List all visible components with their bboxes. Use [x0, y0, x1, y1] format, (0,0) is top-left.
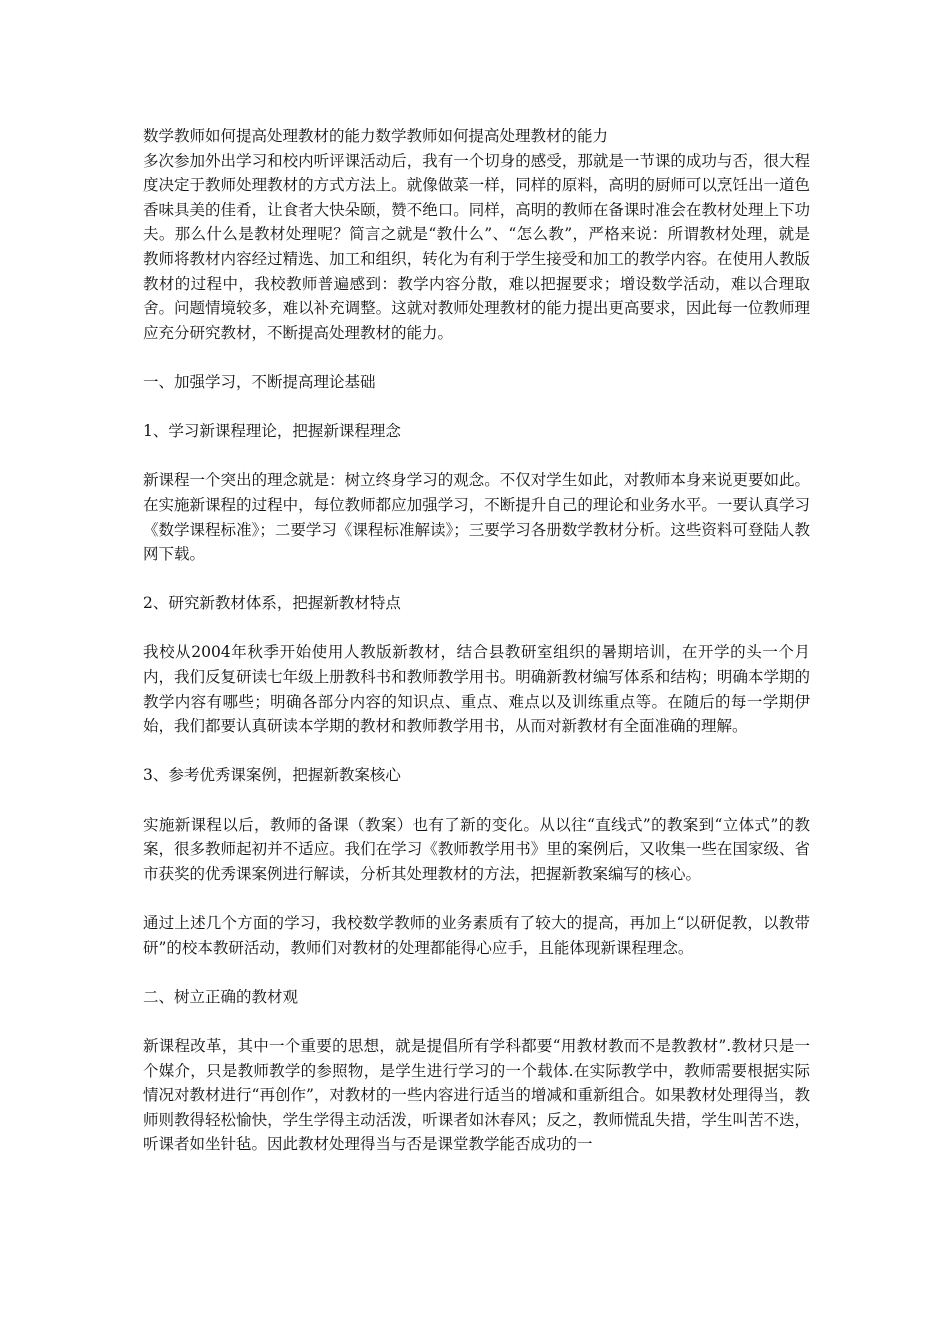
section-1-heading: 一、加强学习，不断提高理论基础 [143, 372, 376, 391]
section-2-paragraph: 新课程改革，其中一个重要的思想，就是提倡所有学科都要“用教材教而不是教教材”.教材只是一个媒介，只是教师教学的参照物，是学生进行学习的一个载体.在实际教学中，教师需要根据实际情况对教材进行“再创作”，对教材的一些内容进行适当的增减和重新组合。如果教材处理得当，教师则教得轻松愉快，学生学得主动活泼，听课者如沐春风；反之，教师慌乱失措，学生叫苦不迭，听课者如坐针毡。因此教材处理得当与否是课堂教学能否成功的一 [143, 1036, 810, 1154]
subsection-2-heading: 2、研究新教材体系，把握新教材特点 [143, 594, 401, 613]
subsection-1-paragraph: 新课程一个突出的理念就是：树立终身学习的观念。不仅对学生如此，对教师本身来说更要如此。在实施新课程的过程中，每位教师都应加强学习，不断提升自己的理论和业务水平。一要认真学习《数学课程标准》；二要学习《课程标准解读》；三要学习各册数学教材分析。这些资料可登陆人教网下载。 [143, 471, 810, 564]
section-2-heading: 二、树立正确的教材观 [143, 987, 299, 1006]
document-page [143, 124, 810, 1182]
document-title: 数学教师如何提高处理教材的能力数学教师如何提高处理教材的能力 [143, 127, 609, 145]
subsection-3-heading: 3、参考优秀课案例，把握新教案核心 [143, 766, 401, 785]
summary-paragraph: 通过上述几个方面的学习，我校数学教师的业务素质有了较大的提高，再加上“以研促教，以教带研”的校本教研活动，教师们对教材的处理都能得心应手，且能体现新课程理念。 [143, 914, 810, 957]
subsection-3-paragraph: 实施新课程以后，教师的备课（教案）也有了新的变化。从以往“直线式”的教案到“立体式”的教案，很多教师起初并不适应。我们在学习《教师教学用书》里的案例后，又收集一些在国家级、省市获奖的优秀课案例进行解读，分析其处理教材的方法，把握新教案编写的核心。 [143, 815, 810, 883]
subsection-2-paragraph: 我校从2004年秋季开始使用人教版新教材，结合县教研室组织的暑期培训，在开学的头一个月内，我们反复研读七年级上册教科书和教师教学用书。明确新教材编写体系和结构；明确本学期的教学内容有哪些；明确各部分内容的知识点、重点、难点以及训练重点等。在随后的每一学期伊始，我们都要认真研读本学期的教材和教师教学用书，从而对新教材有全面准确的理解。 [143, 643, 810, 736]
subsection-1-heading: 1、学习新课程理论，把握新课程理念 [143, 422, 401, 441]
intro-paragraph: 多次参加外出学习和校内听评课活动后，我有一个切身的感受，那就是一节课的成功与否，很大程度决定于教师处理教材的方式方法上。就像做菜一样，同样的原料，高明的厨师可以烹饪出一道色香味具美的佳肴，让食者大快朵颐，赞不绝口。同样，高明的教师在备课时准会在教材处理上下功夫。那么什么是教材处理呢？简言之就是“教什么”、“怎么教”，严格来说：所谓教材处理，就是教师将教材内容经过精选、加工和组织，转化为有利于学生接受和加工的教学内容。在使用人教版教材的过程中，我校教师普遍感到：教学内容分散，难以把握要求；增设数学活动，难以合理取舍。问题情境较多，难以补充调整。这就对教师处理教材的能力提出更高要求，因此每一位教师理应充分研究教材，不断提高处理教材的能力。 [143, 151, 810, 342]
